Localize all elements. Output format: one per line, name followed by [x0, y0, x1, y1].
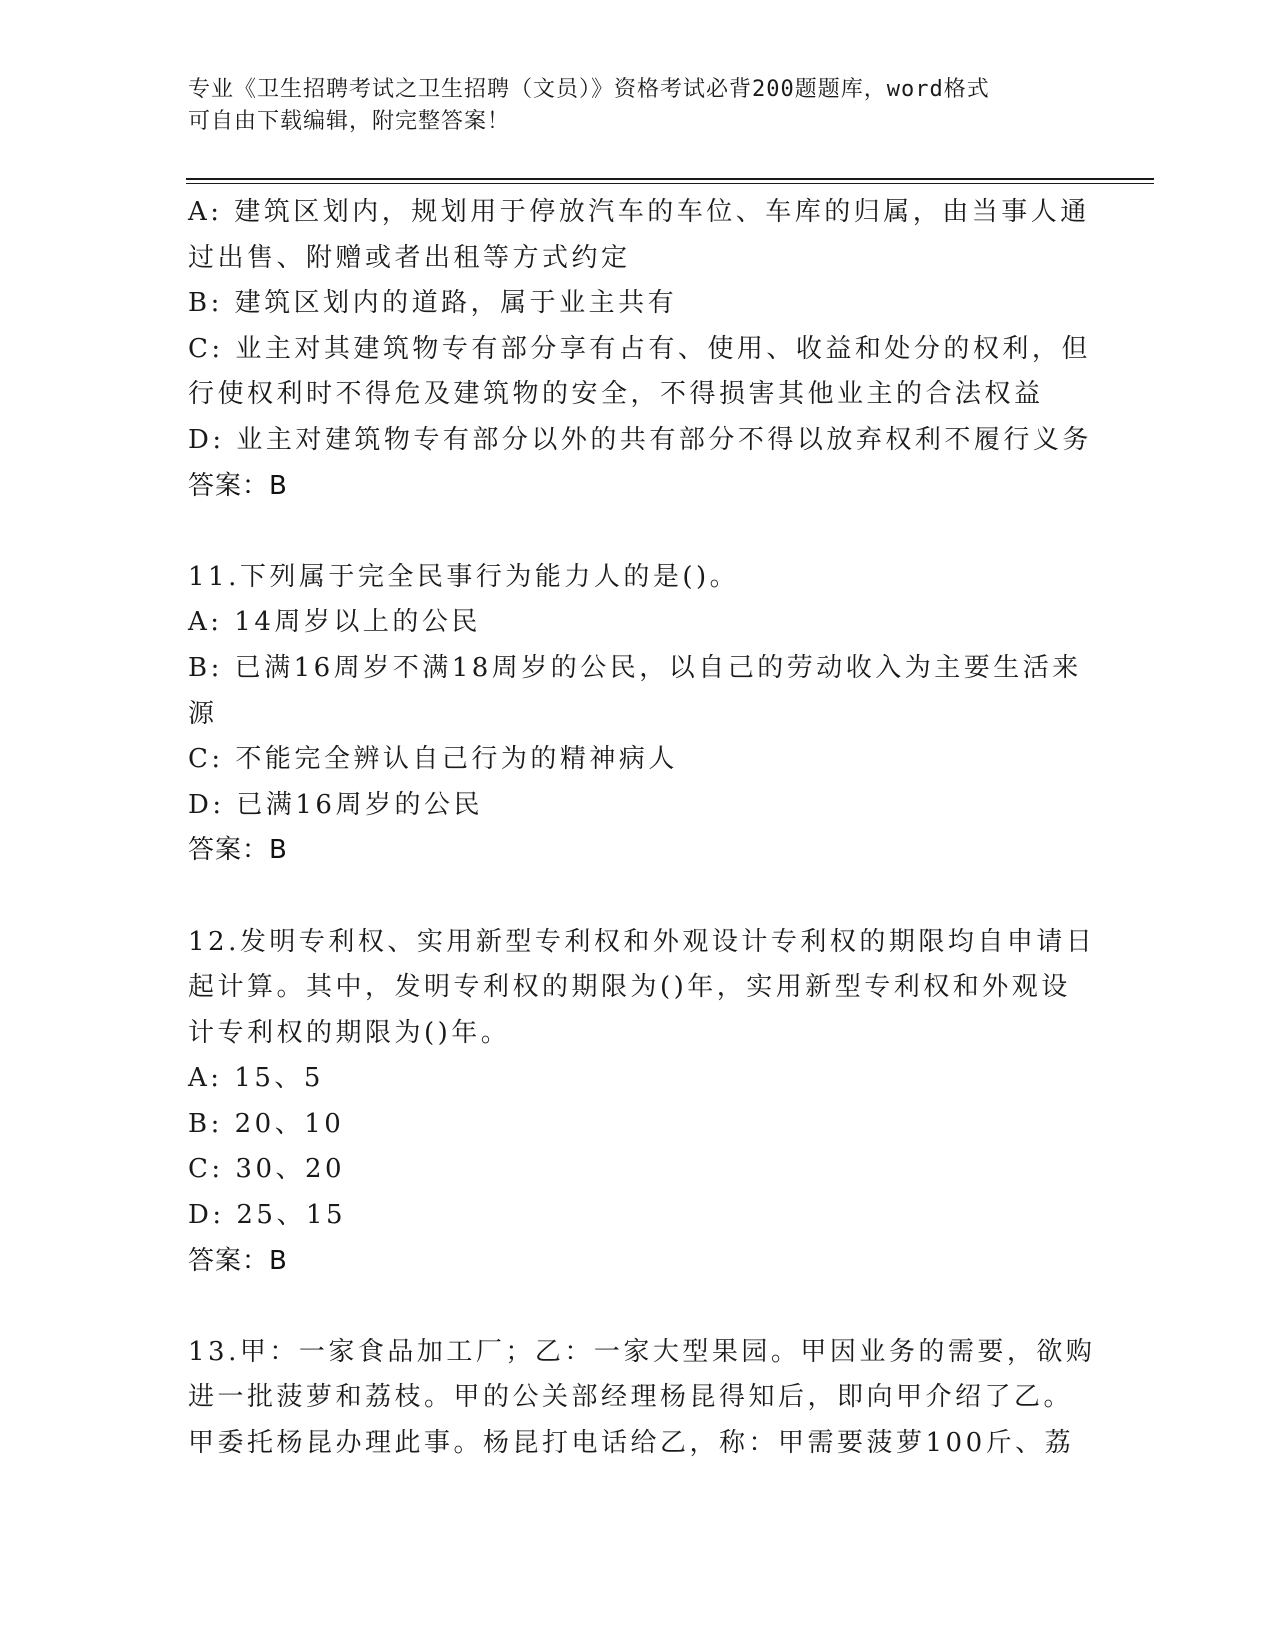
option-d: D: 已满16周岁的公民: [188, 789, 483, 820]
question-text-line-1: 12.发明专利权、实用新型专利权和外观设计专利权的期限均自申请日: [188, 926, 1096, 957]
spacer: [188, 1284, 1088, 1330]
question-text-line-1: 13.甲：一家食品加工厂；乙：一家大型果园。甲因业务的需要，欲购: [188, 1336, 1096, 1367]
answer-line: 答案：B: [188, 1245, 288, 1276]
question-content: [188, 190, 1096, 1467]
question-text: 11.下列属于完全民事行为能力人的是()。: [188, 561, 740, 592]
header-rule-thick: [186, 178, 1154, 180]
question-text-line-3: 甲委托杨昆办理此事。杨昆打电话给乙，称：甲需要菠萝100斤、荔: [188, 1428, 1075, 1459]
spacer: [188, 874, 1088, 920]
option-a-line-1: A: 建筑区划内，规划用于停放汽车的车位、车库的归属，由当事人通: [188, 197, 1090, 227]
question-text-line-3: 计专利权的期限为()年。: [188, 1017, 511, 1048]
option-b: B: 建筑区划内的道路，属于业主共有: [188, 288, 678, 319]
option-b: B: 20、10: [188, 1108, 345, 1139]
option-c-line-2: 行使权利时不得危及建筑物的安全，不得损害其他业主的合法权益: [188, 379, 1044, 410]
header-title-line-2: 可自由下载编辑，附完整答案！: [188, 109, 511, 134]
page-header: [188, 74, 1068, 138]
header-rule-thin: [186, 183, 1154, 184]
question-block-13: [188, 1330, 1096, 1467]
question-text-line-2: 起计算。其中，发明专利权的期限为()年，实用新型专利权和外观设: [188, 972, 1071, 1003]
question-text-line-2: 进一批菠萝和荔枝。甲的公关部经理杨昆得知后，即向甲介绍了乙。: [188, 1382, 1074, 1413]
question-block-12: [188, 920, 1096, 1285]
option-c: C: 30、20: [188, 1154, 346, 1185]
question-block-10: [188, 190, 1092, 509]
option-a-line-2: 过出售、附赠或者出租等方式约定: [188, 242, 631, 273]
answer-line: 答案：B: [188, 835, 288, 866]
option-d: D: 25、15: [188, 1200, 347, 1231]
answer-line: 答案：B: [188, 470, 288, 501]
option-c: C: 不能完全辨认自己行为的精神病人: [188, 744, 678, 775]
header-title-line-1: 专业《卫生招聘考试之卫生招聘（文员）》资格考试必背200题题库，word格式: [188, 77, 990, 102]
option-c-line-1: C: 业主对其建筑物专有部分享有占有、使用、收益和处分的权利，但: [188, 333, 1091, 364]
option-a: A: 14周岁以上的公民: [188, 607, 481, 638]
question-block-11: [188, 555, 1088, 874]
option-b-line-2: 源: [188, 698, 218, 729]
option-a: A: 15、5: [188, 1063, 324, 1094]
option-b-line-1: B: 已满16周岁不满18周岁的公民，以自己的劳动收入为主要生活来: [188, 652, 1082, 683]
option-d: D: 业主对建筑物专有部分以外的共有部分不得以放弃权利不履行义务: [188, 424, 1092, 455]
spacer: [188, 509, 1088, 555]
